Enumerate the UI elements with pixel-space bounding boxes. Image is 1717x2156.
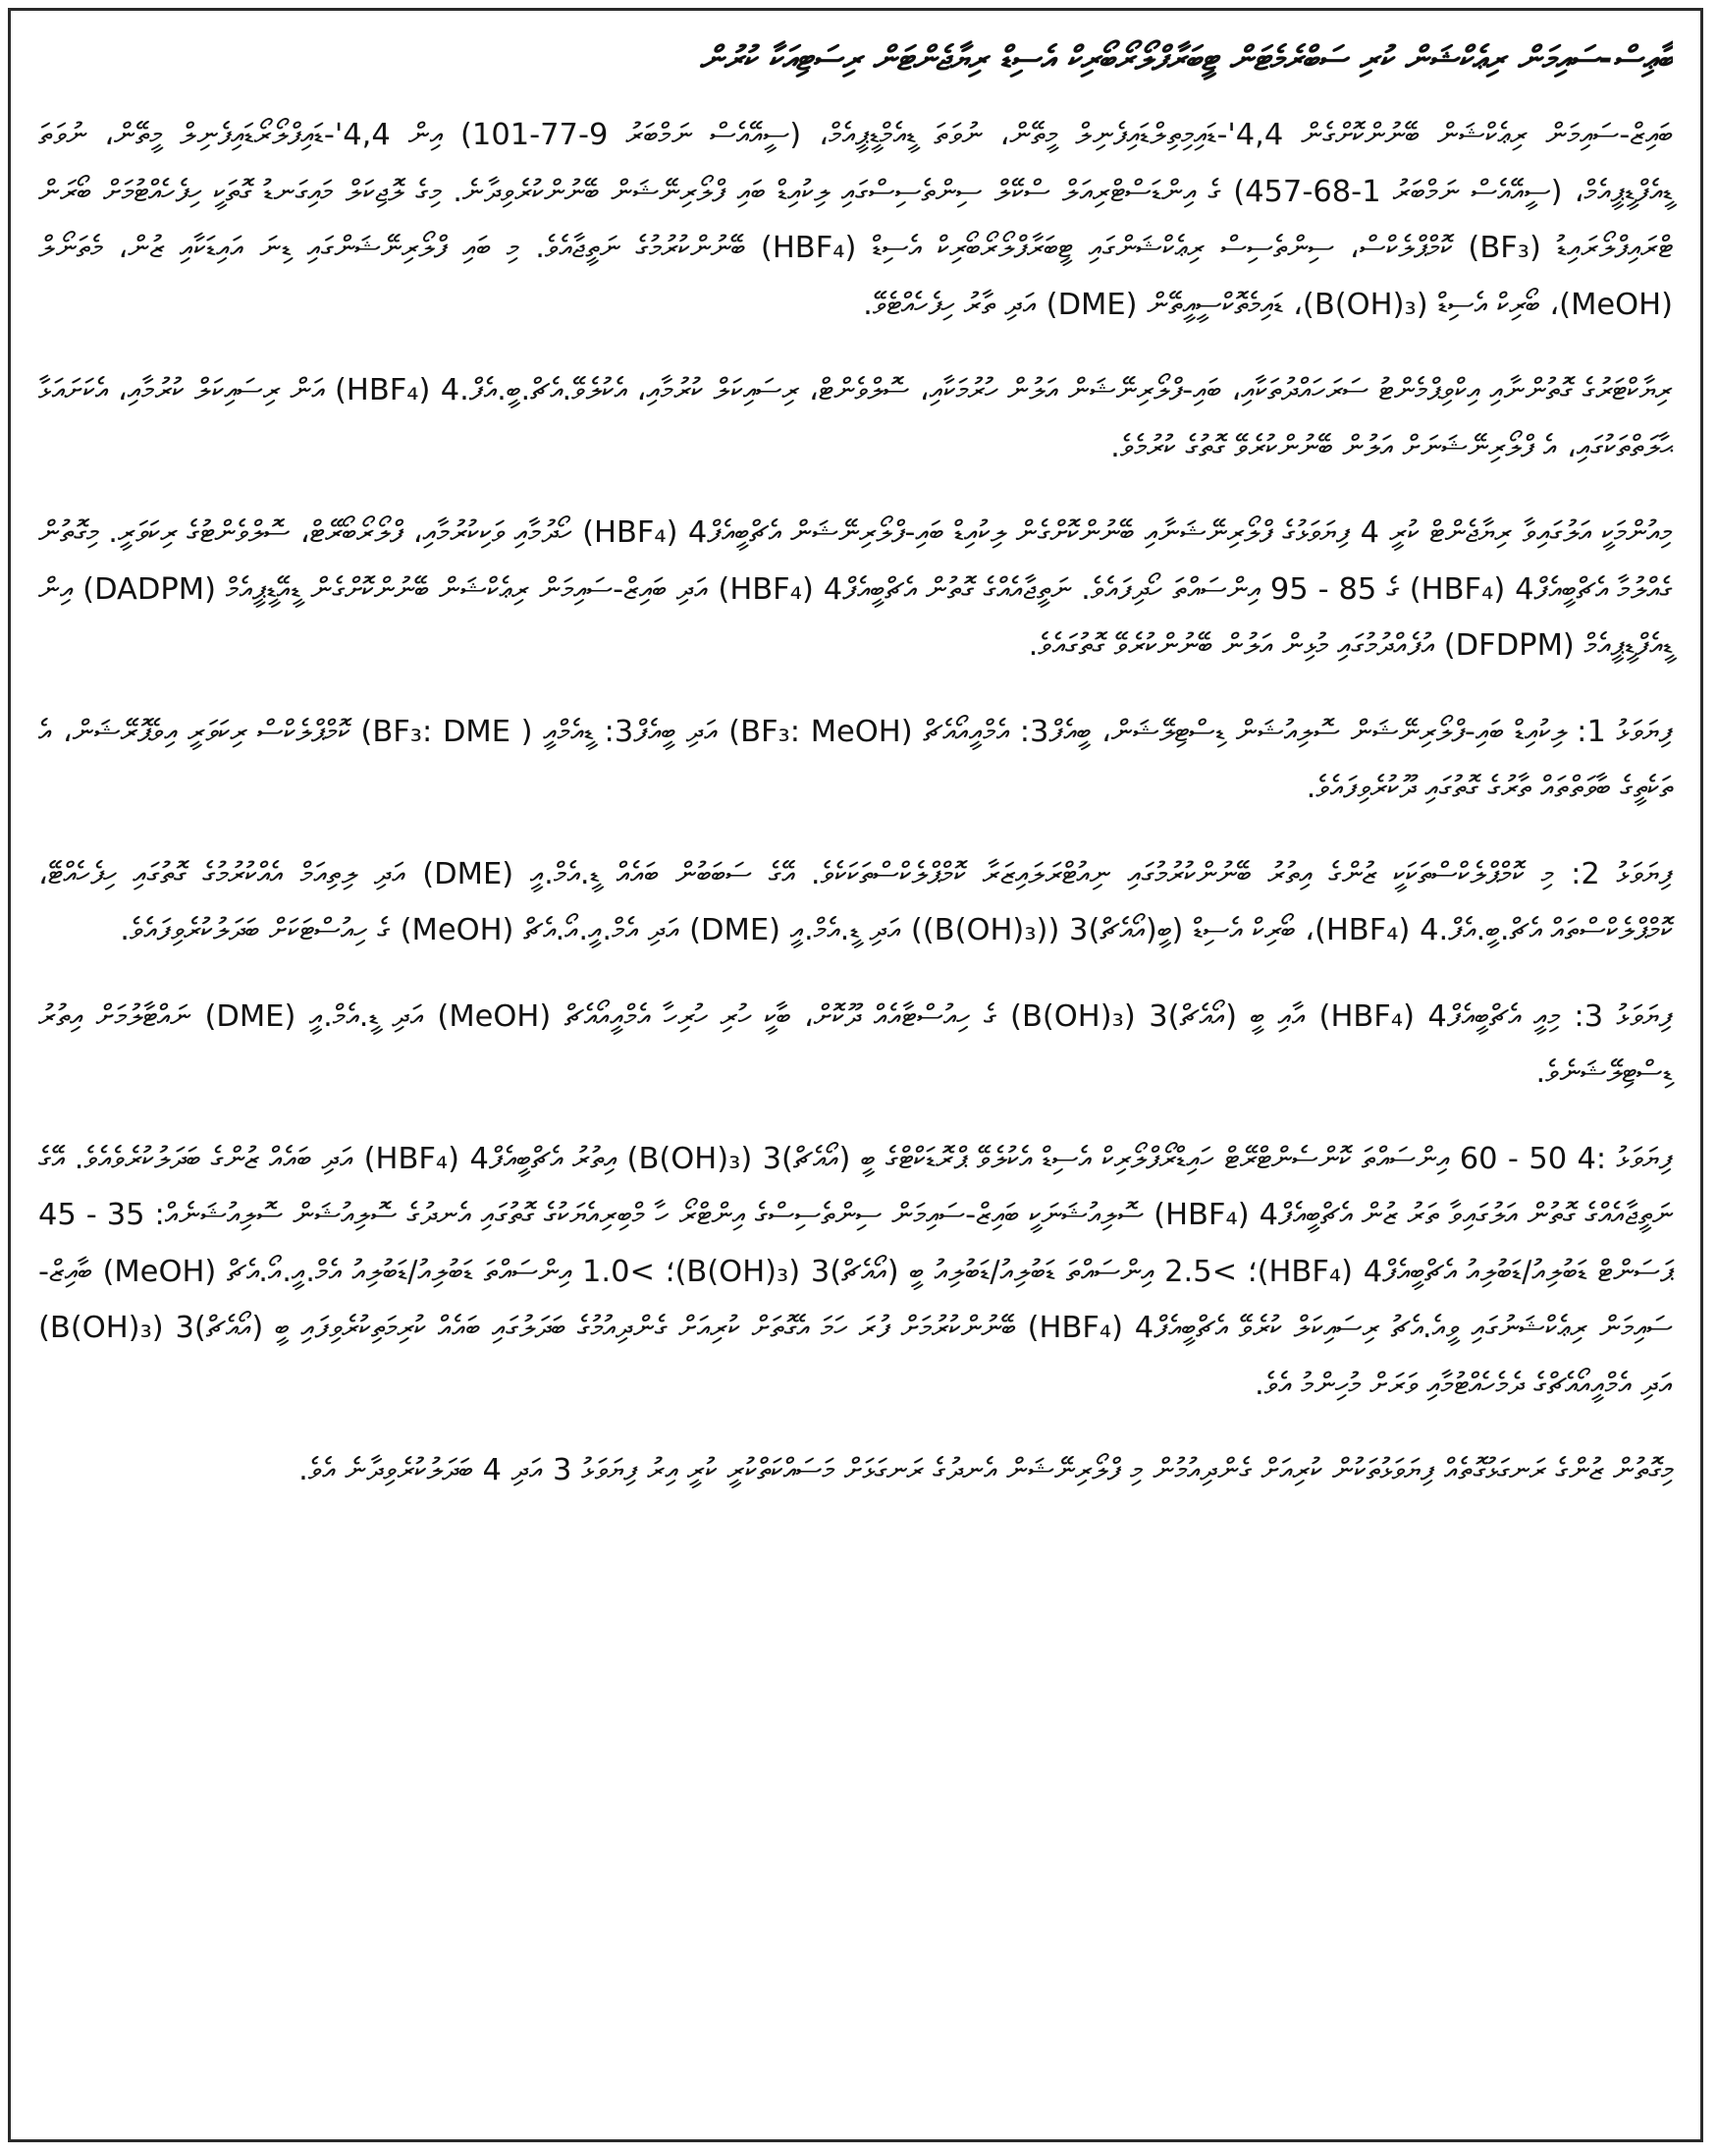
paragraph-step-2: ފިޔަވަޅު 2: މި ކޮމްޕްލެކްސްތަކަކީ ޒުންގެ އިތުރު ބޭނުންކުރުމުގައި ނިއުޓްރަލައިޒަރާ ކޮމްޕްލެކްސްތަކަކެވެ. އޭގެ ސަބަބުން ބައެއް ޑީ.އެމް.އީ (DME) އަދި ލިތިއަމް އެއްކުރުމުގެ ގޮތުގައި ހިފެހެއްޓޭ، ކޮމްޕްލެކްސްތައް އެޗް.ބީ.އެފް.4 (HBF₄)، ބޯރިކް އެސިޑް (ބީ(އޯއެޗް)3 ((B(OH)₃)) އަދި ޑީ.އެމް.އީ (DME) އަދި އެމް.އީ.އޯ.އެޗް (MeOH) ގެ ހިއުސްޓަކަށް ބަދަލުކުރެވިފައެވެ. <box>38 856 1673 947</box>
paragraph-process: މިއުންމަކީ އަލުގައިވާ ރިޔާޖެންޓް ކުރީ 4 ފިޔަވަޅުގެ ފްލޯރިނޭޝަނާއި ބޭނުންކޮށްގެން ލިކުއިޑް ބައި-ފްލޯރިނޭޝަން އެޗްބީއެފް4 (HBF₄) ހޯދުމާއި ވަކިކުރުމާއި، ފްލޯރޯބޯރޭޓް، ސޮލްވެންޓުގެ ރިކަވަރީ. މިގޮތުން ގެއްލުމާ އެޗްބީއެފް4 (HBF₄) ގެ 85 - 95 އިންސައްތަ ހޯދިފައެވެ. ނަތީޖާއެއްގެ ގޮތުން އެޗްބީއެފް4 (HBF₄) އަދި ބައިޒް-ސައިމަން ރިޢެކްޝަން ބޭނުންކޮށްގެން ޑީއޭޑީޕީއެމް (DADPM) އިން ޑީއެފްޑީޕީއެމް (DFDPM) އުފެއްދުމުގައި މުޅިން އަލުން ބޭނުންކުރެވޭ ގޮތުގައެވެ. <box>38 515 1673 663</box>
paragraph-step-1: ފިޔަވަޅު 1: ލިކުއިޑް ބައި-ފްލޯރިނޭޝަން ސޮލިއުޝަން ޑިސްޓިލޭޝަން، ބީއެފް3: އެމްއީއޯއެޗް (BF₃: MeOH) އަދި ބީއެފް3: ޑީއެމްއީ ( BF₃: DME) ކޮމްޕްލެކްސް ރިކަވަރީ އިވެޕޮރޭޝަން، އެ ތަކެތީގެ ބާވަތްތައް ތާރުގެ ގޮތުގައި ދޫކުރެވިފައެވެ. <box>38 714 1673 805</box>
document-frame <box>8 8 1703 2142</box>
document-body <box>32 32 1679 1499</box>
paragraph-step-4: ފިޔަވަޅު :4 50 - 60 އިންސައްތަ ކޮންސެންޓްރޭޓް ހައިޑްރޯފްލޯރިކް އެސިޑް އެކުލެވޭ ޕްރޮޑަކްޓްގެ ބީ (އޯއެޗް)3 (B(OH)₃) އިތުރު އެޗްބީއެފް4 (HBF₄) އަދި ބައެއް ޒުންގެ ބަދަލުކުރެވެއެވެ. އޭގެ ނަތީޖާއެއްގެ ގޮތުން އަލުގައިވާ ތަރު ޒުން އެޗްބީއެފް4 (HBF₄) ސޮލިއުޝަނަކީ ބައިޒް-ސައިމަން ސިންތެސިސްގެ އިންޓްރޯ ހާ މްބިރިއެޔަކުގެ ގޮތުގައި އެނދުގެ ސޮލިއުޝަން ސޮލިއުޝަނެއް: 35 - 45 ޕަސަންޓް ޑަބުލިއު/ޑަބުލިއު އެޗްބީއެފް4 (HBF₄)؛ >2.5 އިންސައްތަ ޑަބުލިއު/ޑަބުލިއު ބީ (އޯއެޗް)3 (B(OH)₃)؛ >1.0 އިންސައްތަ ޑަބުލިއު/ޑަބުލިއު އެމް.އީ.އޯ.އެޗް (MeOH) ބާއިޒް-ސައިމަން ރިޢެކްޝަނުގައި ވީއެ.އެޗު ރިސައިކަލް ކުރެވޭ އެޗްބީއެފް4 (HBF₄) ބޭނުންކުރުމަށް ފުރަ ހަމަ އެގޮތަށް ކުރިއަށް ގެންދިއުމުގެ ބަދަލުގައި ބައެއް ކުރިމަތިކުރެވިފައި ބީ (އޯއެޗް)3 (B(OH)₃) އަދި އެމްއީއޯއެޗްގެ ދެމެހެއްޓުމާއި ވަރަށް މުހިންމު އެވެ. <box>38 1141 1674 1402</box>
paragraph-conclusion: މިގޮތުން ޒުންގެ ރަނގަޅުގޮތެއް ފިޔަވަޅުތަކުން ކުރިއަށް ގެންދިއުމުން މި ފްލޯރިނޭޝަން އެނދުގެ ރަނގަޅަށް މަސައްކަތްކުރީ ކުރީ އިރު ފިޔަވަޅު 3 އަދި 4 ބަދަލުކުރެވިދާނެ އެވެ. <box>298 1453 1673 1487</box>
document-title: ބާޢިސް-ސައިމަން ރިޢެކްޝަން ކުރި ސަބްރެމެޓަން ޓީބަރާފްލޯރޯބޯރިކް އެސިޑް ރިޔާޖެންޓަން ރިސަޓިއަކާ ކުރުން <box>699 39 1673 79</box>
paragraph-intro: ބައިޒް-ސައިމަން ރިޢެކްޝަން ބޭނުންކޮށްގެން 4,4'-ޑައިމިތިލްޑައިފެނިލް މީތޭން، ނުވަތަ ޑީއެމްޑީޕީއެމް، (ސީއޭއެސް ނަމްބަރު 9-77-101) އިން 4,4'-ޑައިފްލޯރޯޑައިފެނިލް މީތޭން، ނުވަތަ ޑީއެފްޑީޕީއެމް، (ސީއޭއެސް ނަމްބަރު 1-68-457) ގެ އިންޑަސްޓްރިއަލް ސްކޭލް ސިންތެސިސްގައި ލިކުއިޑް ބައި ފްލޯރިނޭޝަން ބޭނުންކުރެވިދާނެ. މިގެ ލޮޖިކަލް މައިގަނޑު ގޮތަކީ ހިފެހެއްޓުމަށް ބޯރަން ޓްރައިފްލޯރައިޑު (BF₃) ކޮމްޕްލެކްސް، ސިންތެސިސް ރިޢެކްޝަންގައި ޓީބަރާފްލޯރޯބޯރިކް އެސިޑް (HBF₄) ބޭނުންކުރުމުގެ ނަތީޖާއެވެ. މި ބައި ފްލޯރިނޭޝަންގައި ޑިނަ އައިޑަކާއި ޒުން، މެތަނޯލް (MeOH)، ބޯރިކް އެސިޑް (B(OH)₃)، ޑައިމެތޮކްސީއީތޭން (DME) އަދި ތާރު ހިފެހެއްޓެވޭ. <box>38 118 1674 322</box>
paragraph-step-3: ފިޔަވަޅު 3: މިއީ އެޗްބީއެފް4 (HBF₄) އާއި ބީ (އޯއެޗް)3 (B(OH)₃) ގެ ހިއުސްޓާއެއް ދޫކޮށް، ބާކީ ހުރި ހުރިހާ އެމްއީއޯއެޗް (MeOH) އަދި ޑީ.އެމް.އީ (DME) ނައްޓާލުމަށް އިތުރު ޑިސްޓިލޭޝަނެވެ. <box>38 998 1673 1090</box>
paragraph-overview: ރިޔާކްޓަރުގެ ގޮތުންނާއި އިކްވިޕްމެންޓު ސަރަހައްދުތަކާއި، ބައި-ފްލޯރިނޭޝަން އަލުން ހުރުމަކާއި، ސޮލްވެންޓް، ރިސައިކަލް ކުރުމާއި، އެކުލެވޭ.އެޗް.ބީ.އެފް.4 (HBF₄) އަން ރިސައިކަލް ކުރުމާއި، އެކަށައަޅާ ޙާލަތްތަކުގައި، އެ ފްލޯރިނޭޝަނަށް އަލުން ބޭނުންކުރެވޭ ގޮތުގެ ކުރުމެވެ. <box>38 373 1673 464</box>
